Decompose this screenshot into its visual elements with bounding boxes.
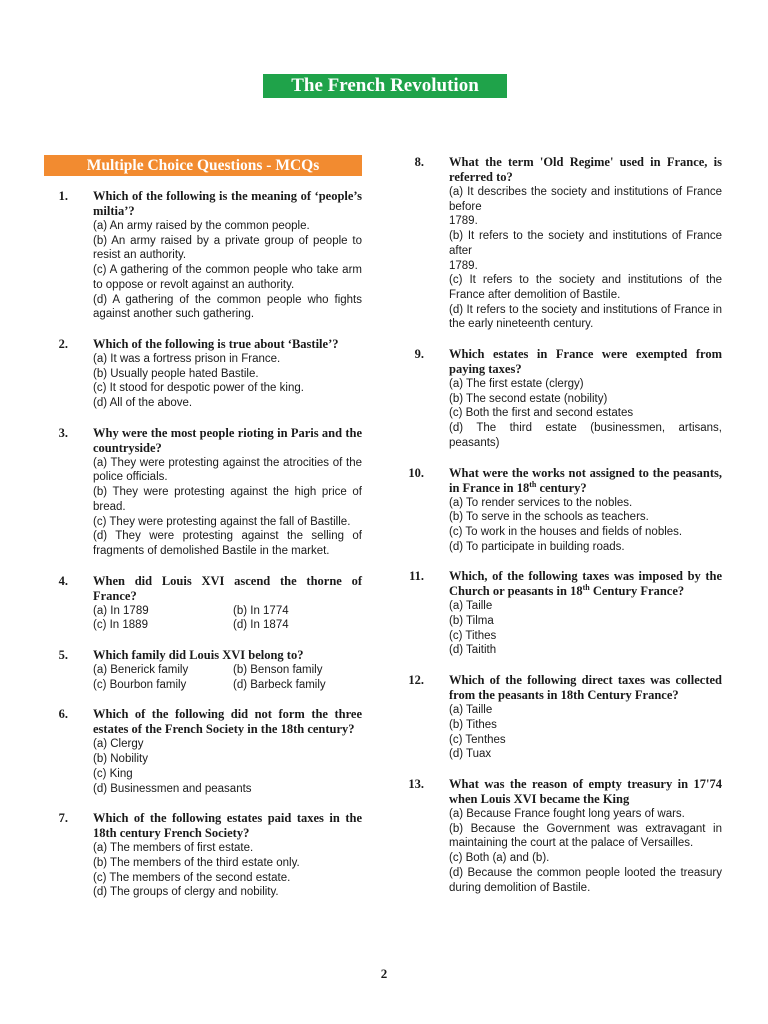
option-b: (b) It refers to the society and institutions of France after bbox=[449, 230, 722, 257]
question-number: 13. bbox=[408, 776, 424, 791]
option-b: (b) The second estate (nobility) bbox=[449, 392, 608, 405]
question-number: 9. bbox=[414, 347, 424, 362]
page-number: 2 bbox=[380, 966, 388, 981]
option-a: (a) The first estate (clergy) bbox=[449, 378, 584, 391]
question-number: 10. bbox=[408, 465, 424, 480]
option-a-year: 1789. bbox=[449, 215, 478, 228]
question-number: 3. bbox=[58, 425, 68, 440]
option-c: (c) A gathering of the common people who take arm to oppose or revolt against an authority. bbox=[93, 264, 362, 291]
option-c: (c) Both the first and second estates bbox=[449, 407, 634, 420]
superscript: th bbox=[529, 479, 537, 489]
question-number: 2. bbox=[58, 336, 68, 351]
option-b: (b) In 1774 bbox=[233, 604, 289, 617]
option-a: (a) To render services to the nobles. bbox=[449, 496, 633, 509]
question-11 bbox=[400, 569, 722, 658]
option-grid bbox=[93, 663, 362, 692]
section-heading: Multiple Choice Questions - MCQs bbox=[44, 155, 362, 176]
option-c: (c) It stood for despotic power of the king. bbox=[93, 382, 304, 395]
question-text-part: century? bbox=[536, 480, 587, 495]
question-number: 11. bbox=[409, 569, 424, 584]
question-text bbox=[449, 466, 722, 496]
option-d: (d) Because the common people looted the treasury during demolition of Bastile. bbox=[449, 866, 722, 894]
option-c: (c) King bbox=[93, 767, 133, 780]
option-a: (a) It was a fortress prison in France. bbox=[93, 352, 281, 365]
option-a: (a) Taille bbox=[449, 600, 493, 613]
question-1 bbox=[44, 189, 362, 322]
option-d: (d) The third estate (businessmen, artisans, peasants) bbox=[449, 422, 722, 449]
question-text: When did Louis XVI ascend the thorne of France? bbox=[93, 573, 362, 603]
question-text: What the term 'Old Regime' used in France, is referred to? bbox=[449, 155, 722, 184]
question-text bbox=[449, 569, 722, 599]
option-c: (c) Tenthes bbox=[449, 733, 506, 746]
question-13 bbox=[400, 777, 722, 895]
superscript: th bbox=[582, 583, 590, 593]
left-column bbox=[44, 189, 362, 915]
option-b: (b) An army raised by a private group of people to resist an authority. bbox=[93, 234, 362, 262]
option-b: (b) Tithes bbox=[449, 718, 497, 731]
option-c: (c) The members of the second estate. bbox=[93, 871, 291, 884]
question-text: Why were the most people rioting in Paris and the countryside? bbox=[93, 425, 362, 455]
option-d: (d) To participate in building roads. bbox=[449, 540, 625, 553]
option-a: (a) In 1789 bbox=[93, 604, 149, 617]
question-number: 8. bbox=[414, 155, 424, 169]
page-title: The French Revolution bbox=[263, 74, 507, 98]
option-grid bbox=[93, 604, 362, 633]
option-b: (b) Nobility bbox=[93, 753, 148, 766]
option-b: (b) The members of the third estate only. bbox=[93, 856, 300, 869]
question-number: 12. bbox=[408, 673, 424, 688]
option-d: (d) It refers to the society and institutions of France in the early nineteenth century. bbox=[449, 303, 722, 331]
question-number: 5. bbox=[58, 648, 68, 663]
option-b: (b) Because the Government was extravagant in maintaining the court at the palace of Versailles. bbox=[449, 822, 722, 850]
question-7 bbox=[44, 811, 362, 900]
option-d: (d) A gathering of the common people who fights against another such gathering. bbox=[93, 293, 362, 321]
question-3 bbox=[44, 426, 362, 559]
option-d: (d) In 1874 bbox=[233, 619, 289, 632]
option-d: (d) They were protesting against the selling of fragments of demolished Bastile in the market. bbox=[93, 530, 362, 557]
option-c: (c) Both (a) and (b). bbox=[449, 852, 550, 865]
question-9 bbox=[400, 347, 722, 451]
option-b-year: 1789. bbox=[449, 259, 478, 272]
option-a: (a) Taille bbox=[449, 704, 493, 717]
question-text: Which of the following did not form the three estates of the French Society in the 18th century? bbox=[93, 707, 362, 737]
option-d: (d) Tuax bbox=[449, 748, 492, 761]
question-text: Which of the following estates paid taxes in the 18th century French Society? bbox=[93, 811, 362, 841]
question-12 bbox=[400, 673, 722, 762]
question-text: What was the reason of empty treasury in 17'74 when Louis XVI became the King bbox=[449, 776, 722, 806]
question-text-part: Which, of the following taxes was imposed by the Church or peasants in 18 bbox=[449, 569, 722, 599]
option-d: (d) Businessmen and peasants bbox=[93, 782, 252, 795]
question-number: 1. bbox=[58, 189, 68, 203]
option-a: (a) Because France fought long years of wars. bbox=[449, 807, 685, 820]
option-c: (c) Tithes bbox=[449, 629, 497, 642]
question-text: Which of the following is true about ‘Bastile’? bbox=[93, 336, 339, 351]
option-c: (c) It refers to the society and institutions of the France after demolition of Bastile. bbox=[449, 274, 722, 301]
question-text: Which family did Louis XVI belong to? bbox=[93, 648, 304, 663]
question-text: Which of the following direct taxes was collected from the peasants in 18th Century France? bbox=[449, 673, 722, 703]
question-text: Which estates in France were exempted from paying taxes? bbox=[449, 347, 722, 377]
question-text: Which of the following is the meaning of ‘people’s miltia’? bbox=[93, 189, 362, 218]
option-b: (b) They were protesting against the high price of bread. bbox=[93, 486, 362, 513]
option-b: (b) Benson family bbox=[233, 664, 323, 677]
question-8 bbox=[400, 155, 722, 332]
option-a: (a) The members of first estate. bbox=[93, 842, 254, 855]
question-number: 6. bbox=[58, 707, 68, 722]
question-6 bbox=[44, 707, 362, 796]
question-text-part: Century France? bbox=[589, 584, 685, 599]
option-a: (a) They were protesting against the atrocities of the police officials. bbox=[93, 456, 362, 484]
question-text-part: What were the works not assigned to the peasants, in France in 18 bbox=[449, 465, 722, 495]
option-d: (d) The groups of clergy and nobility. bbox=[93, 886, 279, 899]
question-number: 7. bbox=[58, 811, 68, 826]
option-b: (b) Usually people hated Bastile. bbox=[93, 367, 259, 380]
question-5 bbox=[44, 648, 362, 692]
option-b: (b) To serve in the schools as teachers. bbox=[449, 511, 649, 524]
option-d: (d) All of the above. bbox=[93, 397, 193, 410]
question-10 bbox=[400, 466, 722, 555]
option-c: (c) They were protesting against the fall of Bastille. bbox=[93, 515, 351, 528]
option-a: (a) An army raised by the common people. bbox=[93, 220, 310, 232]
option-c: (c) Bourbon family bbox=[93, 678, 187, 691]
option-b: (b) Tilma bbox=[449, 615, 494, 628]
option-a: (a) Benerick family bbox=[93, 664, 189, 677]
question-2 bbox=[44, 337, 362, 411]
option-d: (d) Barbeck family bbox=[233, 678, 326, 691]
option-c: (c) To work in the houses and fields of nobles. bbox=[449, 525, 683, 538]
question-4 bbox=[44, 574, 362, 633]
option-a: (a) Clergy bbox=[93, 738, 144, 751]
option-a: (a) It describes the society and institutions of France before bbox=[449, 186, 722, 213]
right-column bbox=[400, 155, 722, 910]
question-number: 4. bbox=[58, 573, 68, 588]
option-c: (c) In 1889 bbox=[93, 619, 148, 632]
option-d: (d) Taitith bbox=[449, 644, 497, 657]
